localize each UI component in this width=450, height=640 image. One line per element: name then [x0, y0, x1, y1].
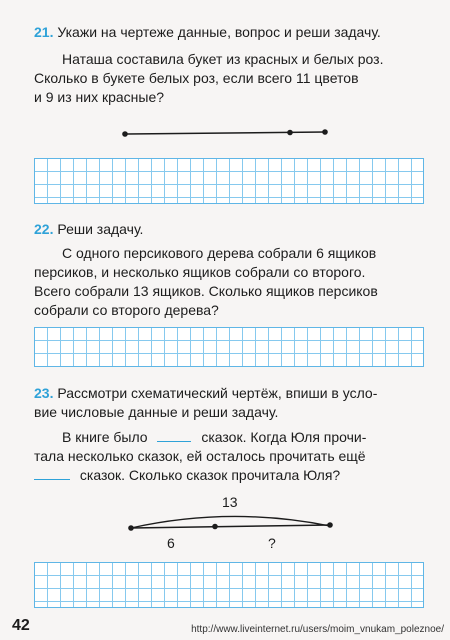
task-22-number: 22.	[34, 221, 54, 237]
segment-point	[128, 525, 134, 531]
task-23-instruction-line1: Рассмотри схематический чертёж, впиши в усло-	[57, 385, 378, 401]
task-22-text-line: Всего собрали 13 ящиков. Сколько ящиков персиков	[34, 283, 378, 299]
segment-point	[327, 522, 333, 528]
task-22-text-line: собрали со второго дерева?	[34, 302, 219, 318]
total-stories-blank[interactable]	[157, 428, 191, 442]
task-21-text-line: и 9 из них красные?	[34, 89, 165, 105]
task-21-number: 21.	[34, 24, 54, 40]
segment-point	[122, 131, 128, 137]
diagram-part1-label: 6	[167, 535, 175, 551]
task-23-text-line	[62, 428, 366, 447]
task-23-text-part: сказок. Когда Юля прочи-	[201, 429, 367, 445]
total-brace	[131, 516, 330, 528]
segment-point	[287, 130, 293, 136]
page-number: 42	[12, 617, 30, 634]
task-21-instruction: Укажи на чертеже данные, вопрос и реши задачу.	[57, 24, 381, 40]
diagram-part2-label: ?	[268, 535, 276, 551]
remaining-stories-blank[interactable]	[34, 466, 70, 480]
task-21-answer-grid[interactable]	[34, 158, 424, 204]
task-22-answer-grid[interactable]	[34, 327, 424, 367]
task-23-answer-grid[interactable]	[34, 562, 424, 608]
task-23-instruction-line2: вие числовые данные и реши задачу.	[34, 404, 279, 420]
task-21-text-line: Сколько в букете белых роз, если всего 11 цветов	[34, 70, 359, 86]
task-23-text-part: сказок. Сколько сказок прочитала Юля?	[79, 467, 341, 483]
task-22-heading	[34, 220, 143, 239]
task-23-text-part: В книге было	[62, 429, 148, 445]
segment-line	[131, 525, 330, 528]
segment-point	[322, 129, 328, 135]
task-21-segment-diagram	[0, 0, 450, 160]
source-url: http://www.liveinternet.ru/users/moim_vnukam_poleznoe/	[191, 624, 444, 635]
task-23-text-line: тала несколько сказок, ей осталось прочитать ещё	[34, 448, 366, 464]
task-22-instruction: Реши задачу.	[57, 221, 144, 237]
task-23-text-line	[34, 466, 340, 485]
task-21-text-line: Наташа составила букет из красных и белых роз.	[62, 51, 384, 67]
task-23-heading	[34, 384, 377, 403]
task-23-number: 23.	[34, 385, 54, 401]
segment-line	[125, 132, 325, 134]
diagram-total-label: 13	[222, 494, 238, 510]
task-22-text-line: С одного персикового дерева собрали 6 ящиков	[62, 245, 377, 261]
task-22-text-line: персиков, и несколько ящиков собрали со второго.	[34, 264, 366, 280]
segment-point	[212, 524, 218, 530]
